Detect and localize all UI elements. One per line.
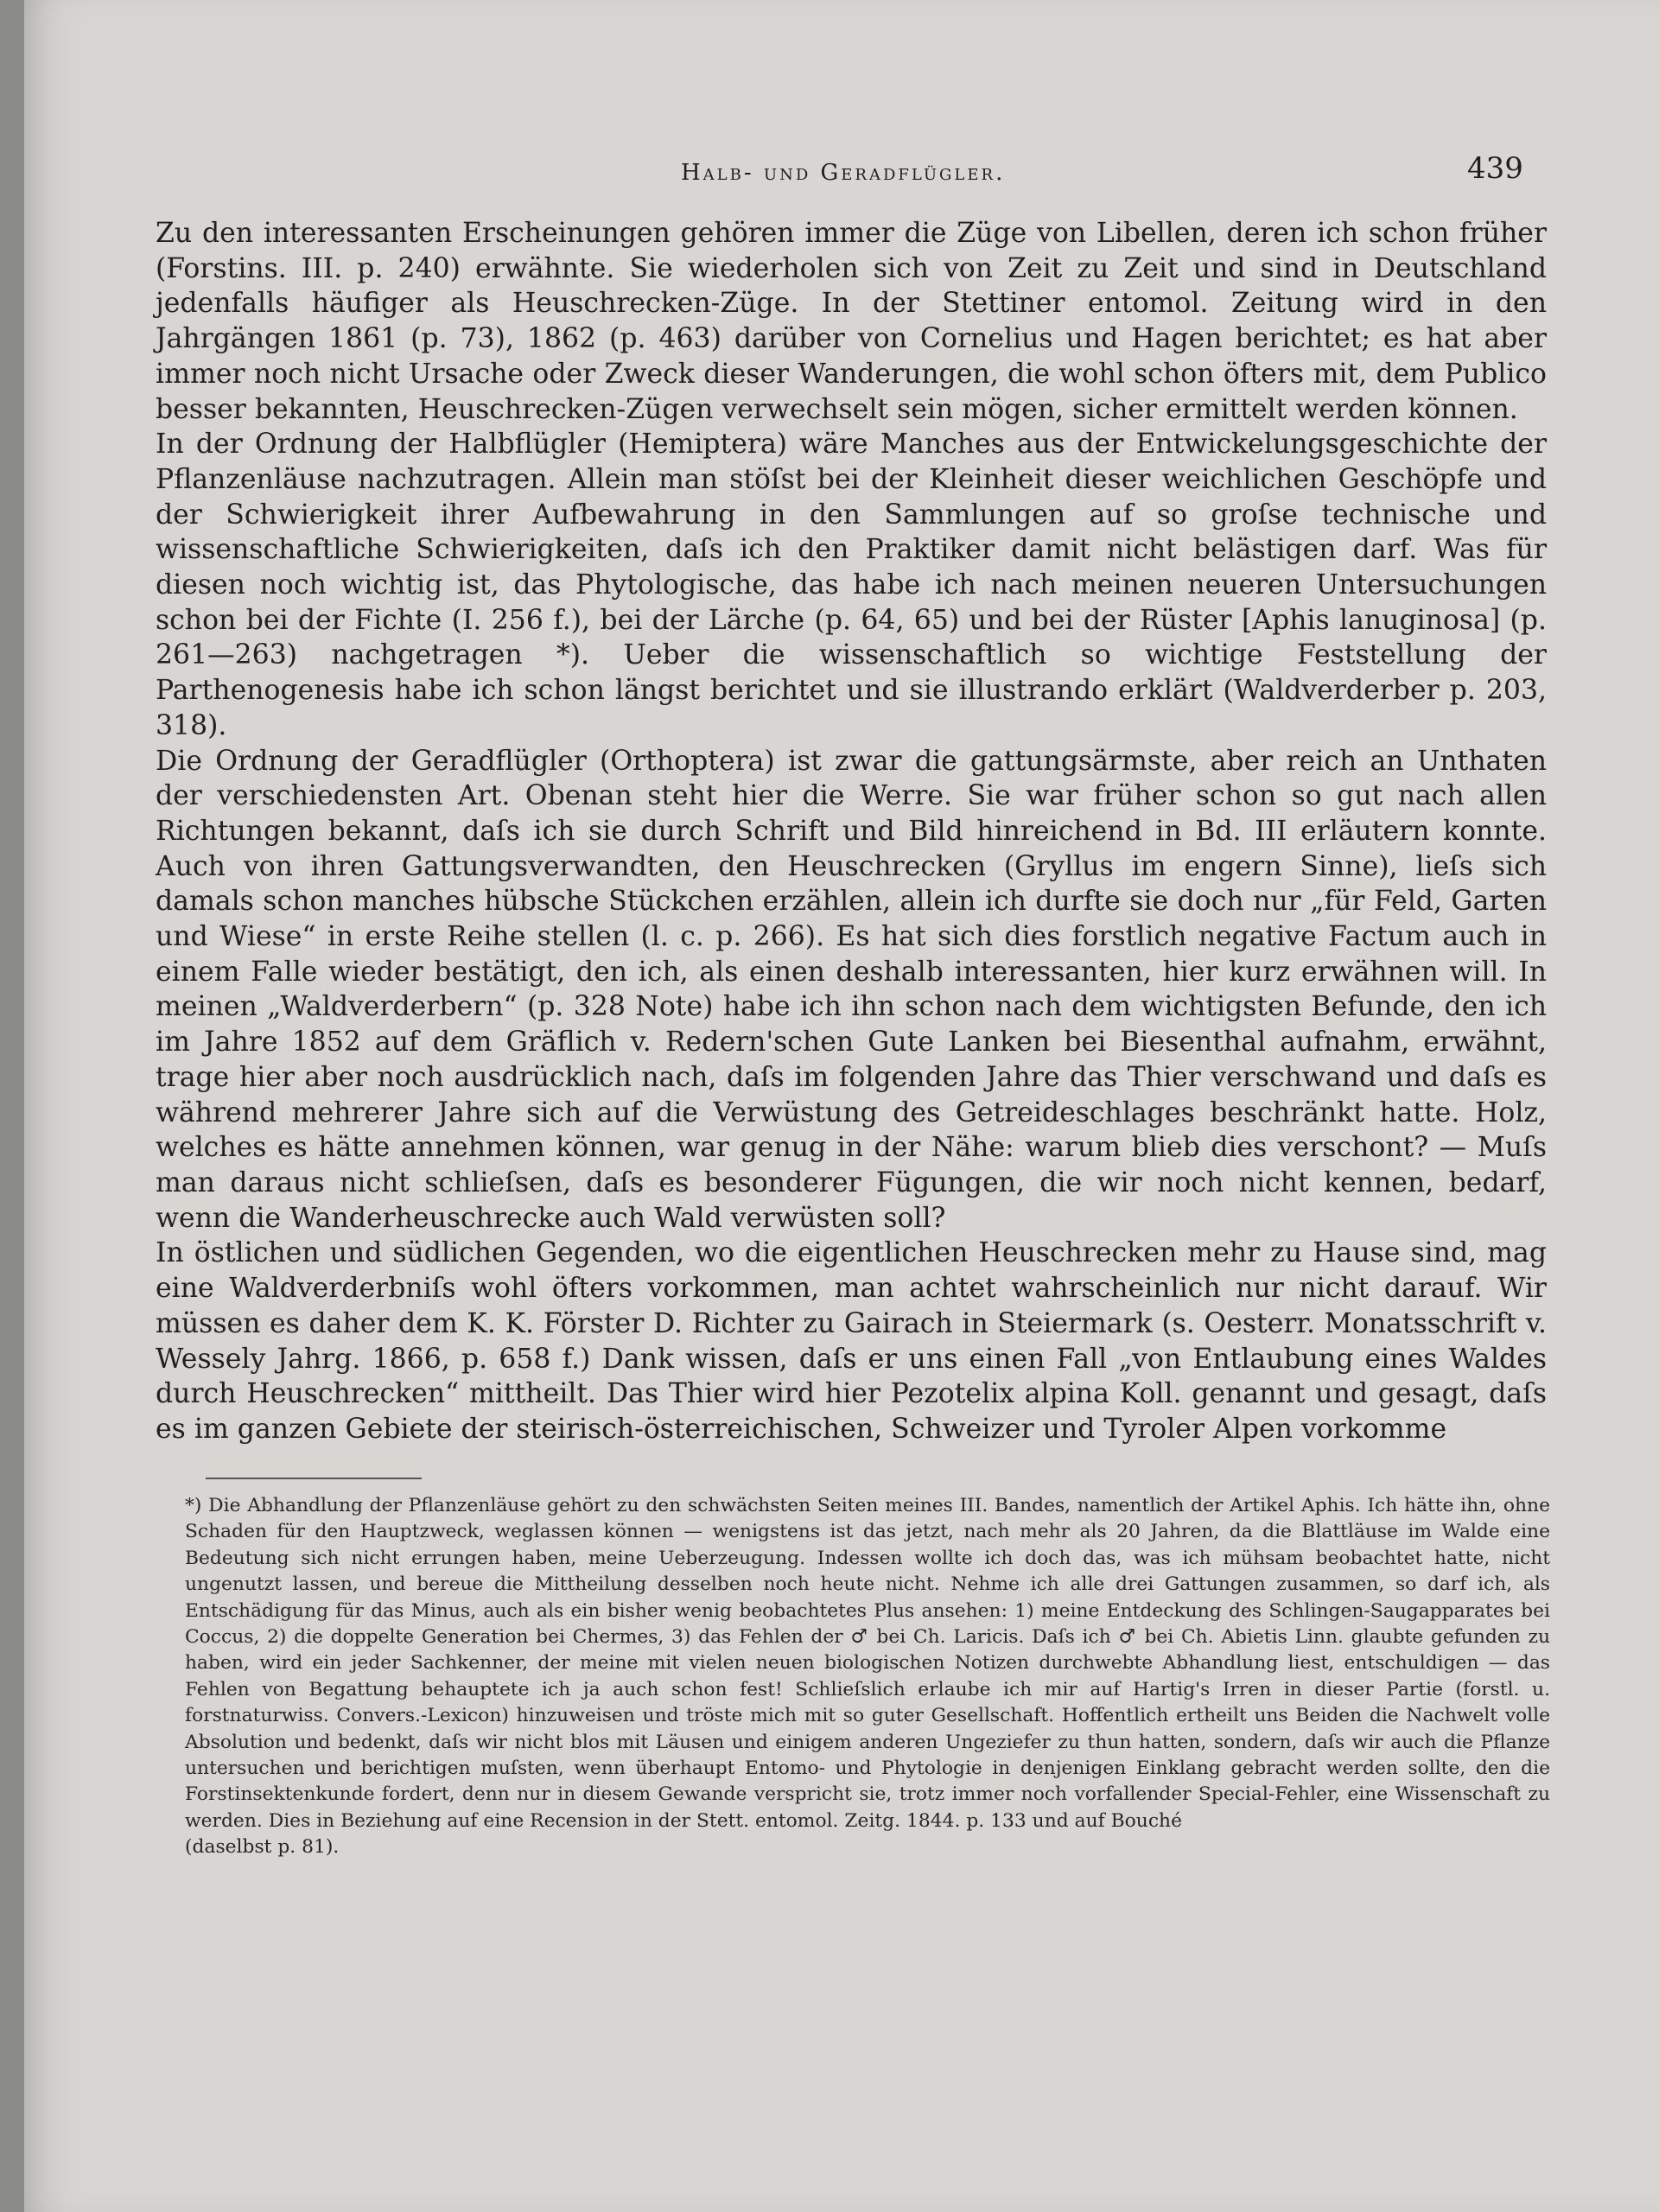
page-number: 439: [1467, 151, 1523, 186]
paragraph: In der Ordnung der Halbflügler (Hemiptera) wäre Manches aus der Entwickelungsgeschichte der Pflanzenläuse nachzutragen. Allein man stöſst bei der Kleinheit dieser weichlichen Geschöpfe und der Schwierigkeit ihrer Aufbewahrung in den Sammlungen auf so groſse technische und wissenschaftliche Schwierigkeiten, daſs ich den Praktiker damit nicht belästigen darf. Was für diesen noch wichtig ist, das Phytologische, das habe ich nach meinen neueren Untersuchungen schon bei der Fichte (I. 256 f.), bei der Lärche (p. 64, 65) und bei der Rüster [Aphis lanuginosa] (p. 261—263) nachgetragen *). Ueber die wissenschaftlich so wichtige Feststellung der Parthenogenesis habe ich schon längst berichtet und sie illustrando erklärt (Waldverderber p. 203, 318).: [156, 429, 1547, 741]
paragraph: In östlichen und südlichen Gegenden, wo die eigentlichen Heuschrecken mehr zu Hause sind, mag eine Waldverderbniſs wohl öfters vorkommen, man achtet wahrscheinlich nur nicht darauf. Wir müssen es daher dem K. K. Förster D. Richter zu Gairach in Steiermark (s. Oesterr. Monatsschrift v. Wessely Jahrg. 1866, p. 658 f.) Dank wissen, daſs er uns einen Fall „von Entlaubung eines Waldes durch Heuschrecken“ mittheilt. Das Thier wird hier Pezotelix alpina Koll. genannt und gesagt, daſs es im ganzen Gebiete der steirisch-österreichischen, Schweizer und Tyroler Alpen vorkomme: [156, 1237, 1547, 1445]
footnote: [185, 1493, 1550, 1861]
scanned-page: [24, 0, 1659, 2212]
running-head: Halb- und Geradflügler.: [681, 160, 1006, 186]
footnote-text: *) Die Abhandlung der Pflanzenläuse gehört zu den schwächsten Seiten meines III. Bandes, namentlich der Artikel Aphis. Ich hätte ihn, ohne Schaden für den Hauptzweck, weglassen können — wenigstens ist das jetzt, nach mehr als 20 Jahren, da die Blattläuse im Walde eine Bedeutung sich nicht errungen haben, meine Ueberzeugung. Indessen wollte ich doch das, was ich mühsam beobachtet hatte, nicht ungenutzt lassen, und bereue die Mittheilung desselben noch heute nicht. Nehme ich alle drei Gattungen zusammen, so darf ich, als Entschädigung für das Minus, auch als ein bisher wenig beobachtetes Plus ansehen: 1) meine Entdeckung des Schlingen-Saugapparates bei Coccus, 2) die doppelte Generation bei Chermes, 3) das Fehlen der ♂ bei Ch. Laricis. Daſs ich ♂ bei Ch. Abietis Linn. glaubte gefunden zu haben, wird ein jeder Sachkenner, der meine mit vielen neuen biologischen Notizen durchwebte Abhandlung liest, entschuldigen — das Fehlen von Begattung behauptete ich ja auch schon fest! Schlieſslich erlaube ich mir auf Hartig's Irren in dieser Partie (forstl. u. forstnaturwiss. Convers.-Lexicon) hinzuweisen und tröste mich mit so guter Gesellschaft. Hoffentlich ertheilt uns Beiden die Nachwelt volle Absolution und bedenkt, daſs wir nicht blos mit Läusen und einigem anderen Ungeziefer zu thun hatten, sondern, daſs wir auch die Pflanze untersuchen und berichtigen muſsten, wenn überhaupt Entomo- und Phytologie in denjenigen Einklang gebracht werden sollte, den die Forstinsektenkunde fordert, denn nur in diesem Gewande verspricht sie, trotz immer noch vorfallender Special-Fehler, eine Wissenschaft zu werden. Dies in Beziehung auf eine Recension in der Stett. entomol. Zeitg. 1844. p. 133 und auf Bouché: [185, 1495, 1550, 1832]
body-text: [156, 216, 1547, 1447]
page-header: [24, 151, 1659, 203]
footnote-divider: [206, 1478, 422, 1479]
paragraph: Die Ordnung der Geradflügler (Orthoptera) ist zwar die gattungsärmste, aber reich an Unthaten der verschiedensten Art. Obenan steht hier die Werre. Sie war früher schon so gut nach allen Richtungen bekannt, daſs ich sie durch Schrift und Bild hinreichend in Bd. III erläutern konnte. Auch von ihren Gattungsverwandten, den Heuschrecken (Gryllus im engern Sinne), lieſs sich damals schon manches hübsche Stückchen erzählen, allein ich durfte sie doch nur „für Feld, Garten und Wiese“ in erste Reihe stellen (l. c. p. 266). Es hat sich dies forstlich negative Factum auch in einem Falle wieder bestätigt, den ich, als einen deshalb interessanten, hier kurz erwähnen will. In meinen „Waldverderbern“ (p. 328 Note) habe ich ihn schon nach dem wichtigsten Befunde, den ich im Jahre 1852 auf dem Gräflich v. Redern'schen Gute Lanken bei Biesenthal aufnahm, erwähnt, trage hier aber noch ausdrücklich nach, daſs im folgenden Jahre das Thier verschwand und daſs es während mehrerer Jahre sich auf die Verwüstung des Getreideschlages beschränkt hatte. Holz, welches es hätte annehmen können, war genug in der Nähe: warum blieb dies verschont? — Muſs man daraus nicht schlieſsen, daſs es besonderer Fügungen, die wir noch nicht kennen, bedarf, wenn die Wanderheuschrecke auch Wald verwüsten soll?: [156, 745, 1547, 1234]
paragraph: Zu den interessanten Erscheinungen gehören immer die Züge von Libellen, deren ich schon früher (Forstins. III. p. 240) erwähnte. Sie wiederholen sich von Zeit zu Zeit und sind in Deutschland jedenfalls häufiger als Heuschrecken-Züge. In der Stettiner entomol. Zeitung wird in den Jahrgängen 1861 (p. 73), 1862 (p. 463) darüber von Cornelius und Hagen berichtet; es hat aber immer noch nicht Ursache oder Zweck dieser Wanderungen, die wohl schon öfters mit, dem Publico besser bekannten, Heuschrecken-Zügen verwechselt sein mögen, sicher ermittelt werden können.: [156, 218, 1547, 425]
footnote-tail: (daselbst p. 81).: [185, 1836, 340, 1859]
